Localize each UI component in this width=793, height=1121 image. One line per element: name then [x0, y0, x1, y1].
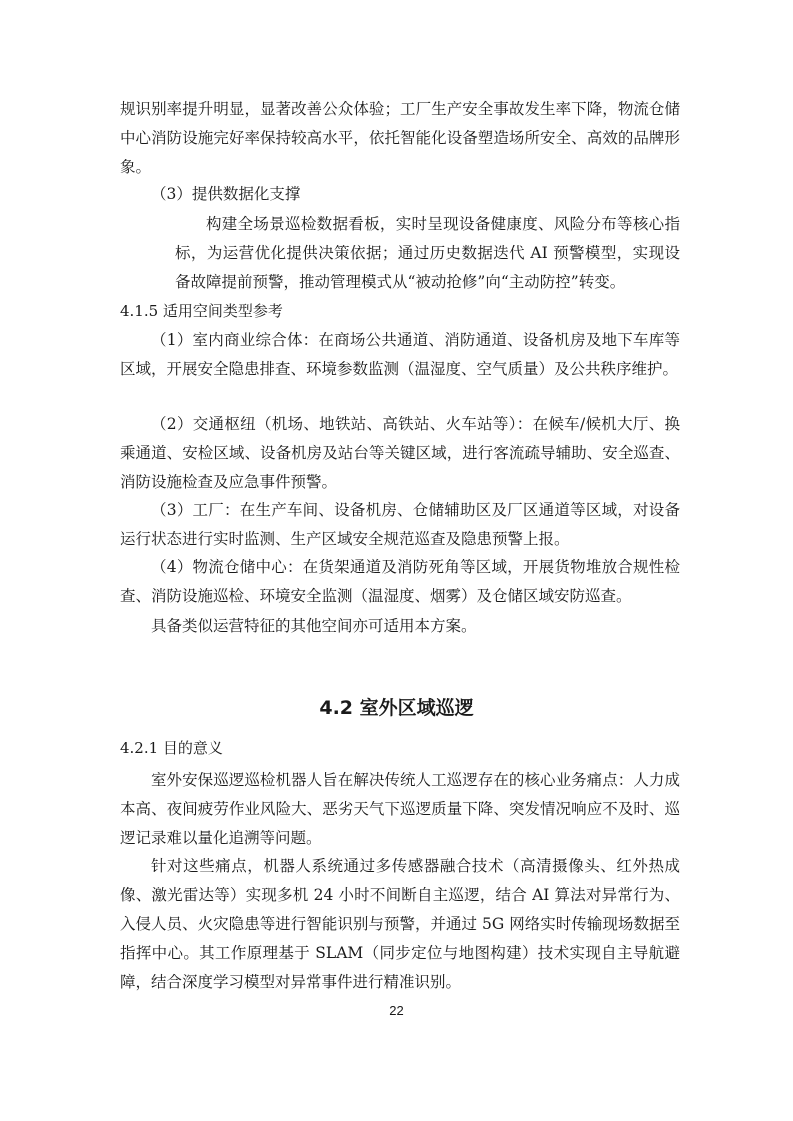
space1-paragraph: （1）室内商业综合体：在商场公共通道、消防通道、设备机房及地下车库等区域，开展安全隐患排查、环境参数监测（温湿度、空气质量）及公共秩序维护。 — [120, 331, 680, 378]
space2-paragraph: （2）交通枢纽（机场、地铁站、高铁站、火车站等）：在候车/候机大厅、换乘通道、安检区域、设备机房及站台等关键区域，进行客流疏导辅助、安全巡查、消防设施检查及应急事件预警。 — [120, 415, 680, 491]
space3-block — [120, 496, 680, 554]
item3-title-block — [120, 180, 680, 209]
section-42-heading: 4.2 室外区域巡逻 — [319, 697, 474, 719]
para-421-a: 室外安保巡逻巡检机器人旨在解决传统人工巡逻存在的核心业务痛点：人力成本高、夜间疲劳作业风险大、恶劣天气下巡逻质量下降、突发情况响应不及时、巡逻记录难以量化追溯等问题。 — [120, 771, 680, 847]
para-421-a-block — [120, 766, 680, 853]
space3-paragraph: （3）工厂：在生产车间、设备机房、仓储辅助区及厂区通道等区域，对设备运行状态进行实时监测、生产区域安全规范巡查及隐患预警上报。 — [120, 501, 680, 548]
continued-paragraph: 规识别率提升明显，显著改善公众体验；工厂生产安全事故发生率下降，物流仓储中心消防设施完好率保持较高水平，依托智能化设备塑造场所安全、高效的品牌形象。 — [120, 100, 680, 176]
space-other-block — [120, 612, 680, 641]
item3-title: （3）提供数据化支撑 — [151, 185, 301, 203]
page-number: 22 — [389, 1003, 404, 1018]
section-415-heading-block — [120, 297, 680, 326]
continued-paragraph-block — [120, 95, 680, 182]
item3-body: 构建全场景巡检数据看板，实时呈现设备健康度、风险分布等核心指标，为运营优化提供决策依据；通过历史数据迭代 AI 预警模型，实现设备故障提前预警，推动管理模式从“被动抢修”向“主动防控”转变。 — [175, 215, 680, 291]
item3-body-block — [175, 210, 680, 297]
para-421-b: 针对这些痛点，机器人系统通过多传感器融合技术（高清摄像头、红外热成像、激光雷达等）实现多机 24 小时不间断自主巡逻，结合 AI 算法对异常行为、入侵人员、火灾隐患等进行智能识别与预警，并通过 5G 网络实时传输现场数据至指挥中心。其工作原理基于 SLAM（同步定位与地图构建）技术实现自主导航避障，结合深度学习模型对异常事件进行精准识别。 — [120, 857, 680, 991]
para-421-b-block — [120, 852, 680, 997]
section-421-heading: 4.2.1 目的意义 — [120, 739, 223, 757]
section-421-heading-block — [120, 734, 680, 763]
space1-block — [120, 326, 680, 384]
space4-block — [120, 553, 680, 611]
space2-block — [120, 410, 680, 497]
space-other-paragraph: 具备类似运营特征的其他空间亦可适用本方案。 — [151, 617, 477, 635]
space4-paragraph: （4）物流仓储中心：在货架通道及消防死角等区域，开展货物堆放合规性检查、消防设施巡检、环境安全监测（温湿度、烟雾）及仓储区域安防巡查。 — [120, 558, 680, 605]
section-415-heading: 4.1.5 适用空间类型参考 — [120, 302, 283, 320]
